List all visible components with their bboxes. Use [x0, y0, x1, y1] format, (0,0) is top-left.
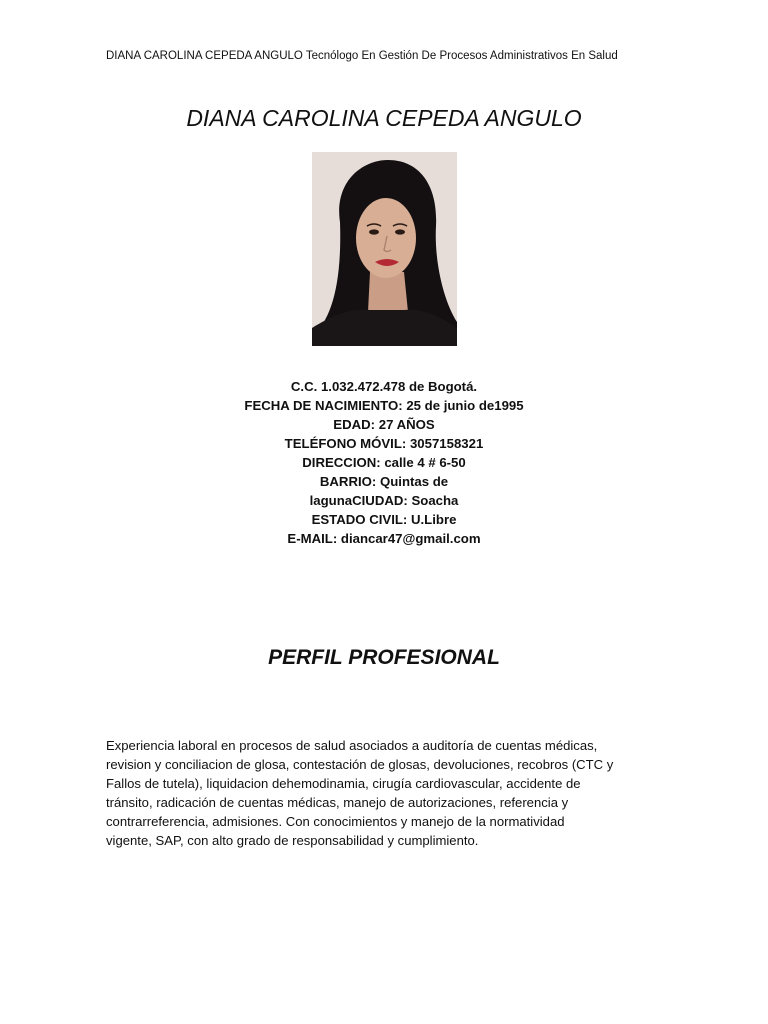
email-value: diancar47@gmail.com: [340, 531, 481, 546]
civil-label: ESTADO CIVIL:: [311, 512, 408, 527]
section-title-profile: PERFIL PROFESIONAL: [268, 646, 500, 669]
address-value: calle 4 # 6-50: [384, 455, 466, 470]
barrio: [0, 472, 768, 491]
profile-photo: [312, 152, 457, 346]
birth-date: [0, 396, 768, 415]
phone-label: TELÉFONO MÓVIL:: [284, 436, 407, 451]
profile-paragraph: [106, 736, 641, 850]
civil-value: U.Libre: [410, 512, 457, 527]
address: [0, 453, 768, 472]
profile-line: contrarreferencia, admisiones. Con conocimientos y manejo de la normatividad: [106, 814, 565, 829]
age-value: 27 AÑOS: [378, 417, 435, 432]
civil-status: [0, 510, 768, 529]
phone: [0, 434, 768, 453]
email-label: E-MAIL:: [287, 531, 338, 546]
birth-value: 25 de junio de1995: [406, 398, 524, 413]
personal-info: [0, 377, 768, 548]
barrio-value: Quintas de: [379, 474, 449, 489]
age: [0, 415, 768, 434]
barrio-city: lagunaCIUDAD: Soacha: [309, 493, 459, 508]
running-header: DIANA CAROLINA CEPEDA ANGULO Tecnólogo En Gestión De Procesos Administrativos En Salud: [106, 50, 618, 62]
age-label: EDAD:: [333, 417, 376, 432]
phone-value: 3057158321: [409, 436, 484, 451]
profile-line: revision y conciliacion de glosa, contestación de glosas, devoluciones, recobros (CTC y: [106, 757, 614, 772]
profile-line: vigente, SAP, con alto grado de responsabilidad y cumplimiento.: [106, 833, 479, 848]
profile-line: Experiencia laboral en procesos de salud asociados a auditoría de cuentas médicas,: [106, 738, 598, 753]
email: [0, 529, 768, 548]
profile-line: Fallos de tutela), liquidacion dehemodinamia, cirugía cardiovascular, accidente de: [106, 776, 581, 791]
birth-label: FECHA DE NACIMIENTO:: [244, 398, 403, 413]
page-title: DIANA CAROLINA CEPEDA ANGULO: [186, 105, 582, 131]
address-label: DIRECCION:: [302, 455, 381, 470]
id-number: C.C. 1.032.472.478 de Bogotá.: [290, 379, 478, 394]
profile-line: tránsito, radicación de cuentas médicas, manejo de autorizaciones, referencia y: [106, 795, 569, 810]
barrio-label: BARRIO:: [319, 474, 377, 489]
